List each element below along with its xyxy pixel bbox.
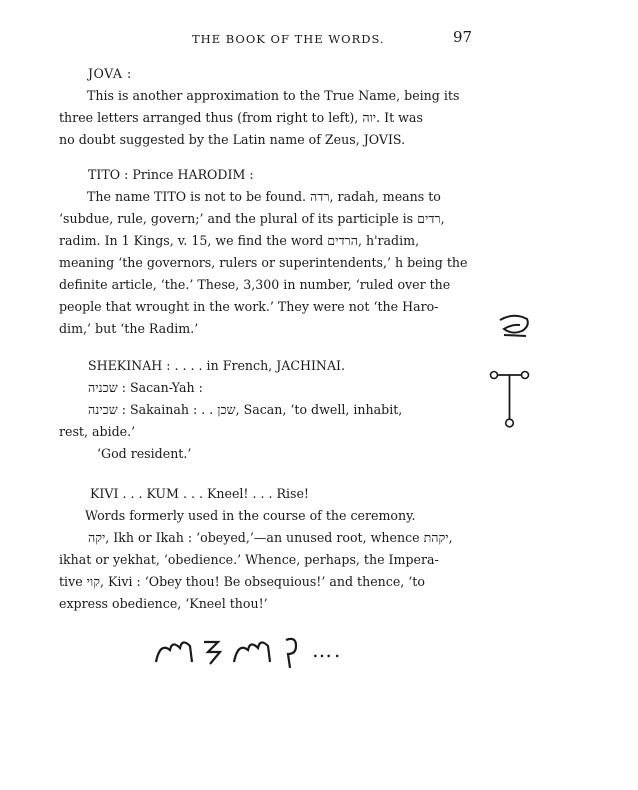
page-number: 97	[453, 28, 473, 46]
line-21: tive קוי, Kivi : ‘Obey thou! Be obsequious!’ and thence, ‘to	[59, 574, 425, 589]
line-5: The name TITO is not to be found. רדה, radah, means to	[87, 189, 441, 204]
line-8: meaning ‘the governors, rulers or superintendents,’ h being the	[59, 255, 468, 270]
line-9: definite article, ‘the.’ These, 3,300 in number, ‘ruled over the	[59, 277, 451, 292]
line-13: שכניה : Sacan-Yah :	[88, 380, 203, 395]
line-3: no doubt suggested by the Latin name of Zeus, JOVIS.	[59, 132, 406, 147]
line-jova-heading: JOVA :	[88, 66, 132, 81]
line-kivi-heading: KIVI . . . KUM . . . Kneel! . . . Rise!	[90, 486, 309, 501]
line-20: ikhat or yekhat, ‘obedience.’ Whence, perhaps, the Impera-	[59, 552, 439, 567]
line-10: people that wrought in the work.’ They were not ‘the Haro-	[59, 299, 439, 314]
cipher-glyph-two-icon	[487, 368, 533, 432]
line-1: This is another approximation to the True Name, being its	[87, 88, 460, 103]
line-11: dim,’ but ‘the Radim.’	[59, 321, 199, 336]
line-16: ‘God resident.’	[97, 446, 192, 461]
line-19: יקה, Ikh or Ikah : ‘obeyed,’—an unused root, whence יקהת,	[88, 530, 453, 545]
line-22: express obedience, ‘Kneel thou!’	[59, 596, 268, 611]
line-2: three letters arranged thus (from right to left), יוה. It was	[59, 110, 423, 125]
line-6: ‘subdue, rule, govern;’ and the plural of its participle is רדים,	[59, 211, 445, 226]
line-15: rest, abide.’	[59, 424, 136, 439]
line-tito-heading: TITO : Prince HARODIM :	[88, 167, 254, 182]
cipher-glyph-one-icon	[494, 310, 534, 346]
cipher-symbols-icon	[150, 628, 310, 672]
line-shekinah-heading: SHEKINAH : . . . . in French, JACHINAI.	[88, 358, 346, 373]
line-18: Words formerly used in the course of the ceremony.	[85, 508, 416, 523]
line-14: שכינה : Sakainah : . . שכן, Sacan, ‘to dwell, inhabit,	[88, 402, 403, 417]
line-7: radim. In 1 Kings, v. 15, we find the word הרדים, h'radim,	[59, 233, 420, 248]
cipher-ellipsis: ….	[312, 638, 343, 662]
page-header-title: THE BOOK OF THE WORDS.	[192, 32, 385, 46]
